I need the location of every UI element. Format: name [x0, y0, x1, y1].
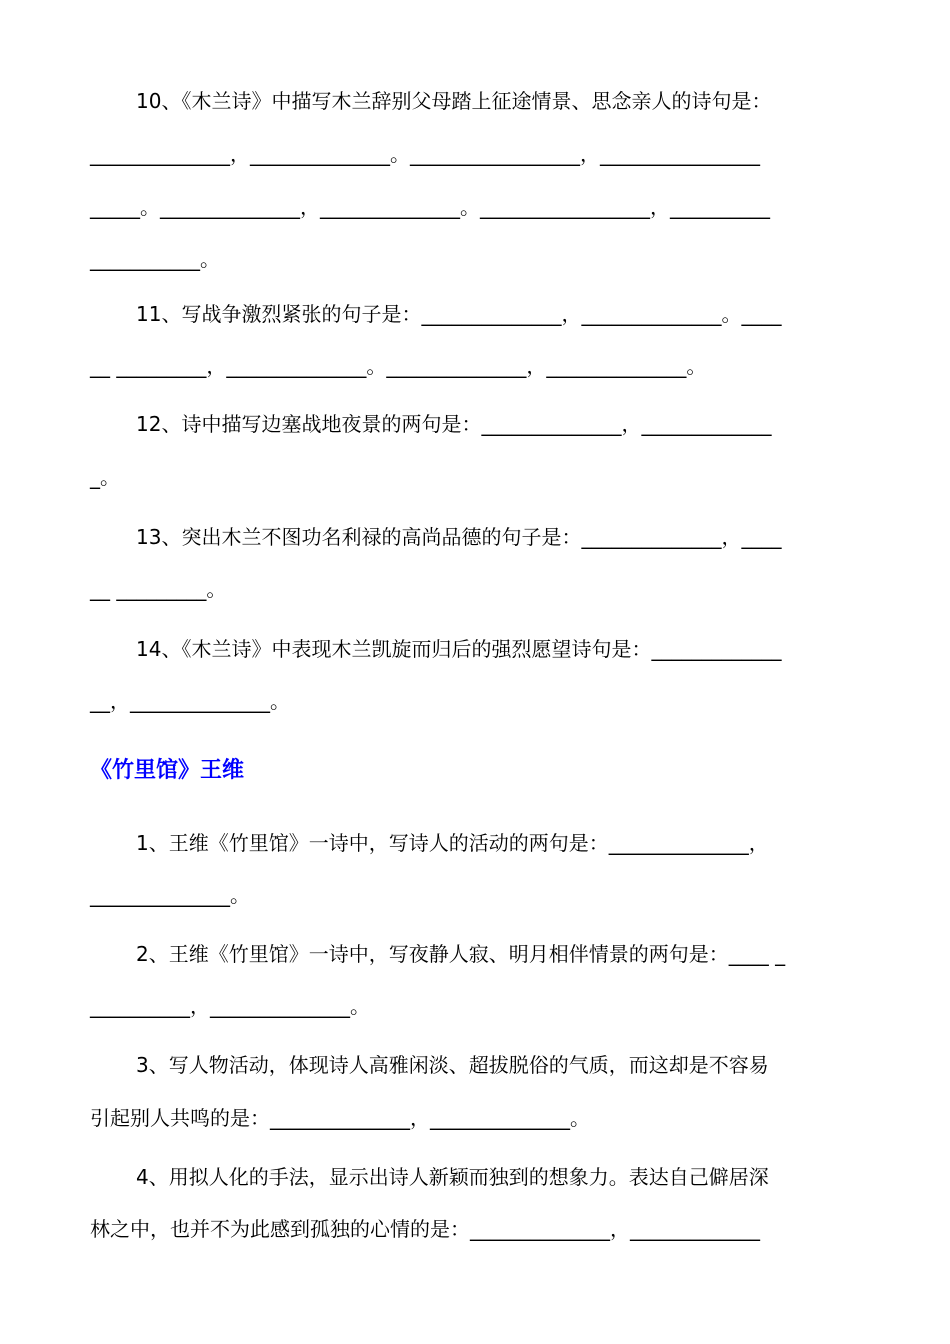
zhuliguan-question-3-line-1: 3、写人物活动，体现诗人高雅闲淡、超拔脱俗的气质，而这却是不容易 [136, 1053, 769, 1077]
zhuliguan-question-4-line-1: 4、用拟人化的手法，显示出诗人新颖而独到的想象力。表达自己僻居深 [136, 1165, 769, 1189]
section-heading: 《竹里馆》王维 [90, 758, 245, 783]
question-11-line-1: 11、写战争激烈紧张的句子是：______________，______________。____ [136, 302, 782, 326]
zhuliguan-question-4-line-2: 林之中，也并不为此感到孤独的心情的是：______________，_____________ [90, 1217, 760, 1241]
zhuliguan-question-2-line-1: 2、王维《竹里馆》一诗中，写夜静人寂、明月相伴情景的两句是：____ _ [136, 942, 786, 966]
zhuliguan-question-2-line-2: __________，______________。 [90, 994, 370, 1018]
question-11-line-2: __ _________，______________。______________，______________。 [90, 354, 707, 378]
zhuliguan-question-1-line-2: ______________。 [90, 883, 250, 907]
question-10-blanks-line-3: _____。______________，______________。_________________，__________ [90, 195, 770, 219]
question-12-line-2: _。 [90, 465, 120, 489]
question-10-blanks-line-4: ___________。 [90, 247, 220, 271]
question-14-line-2: __，______________。 [90, 689, 290, 713]
question-13-line-1: 13、突出木兰不图功名利禄的高尚品德的句子是：______________，____ [136, 525, 782, 549]
question-14-line-1: 14、《木兰诗》中表现木兰凯旋而归后的强烈愿望诗句是：_____________ [136, 637, 782, 661]
zhuliguan-question-3-line-2: 引起别人共鸣的是：______________，______________。 [90, 1106, 590, 1130]
question-10-blanks-line-2: ______________，______________。_________________，________________ [90, 142, 760, 166]
question-13-line-2: __ _________。 [90, 577, 227, 601]
zhuliguan-question-1-line-1: 1、王维《竹里馆》一诗中，写诗人的活动的两句是：______________， [136, 831, 769, 855]
question-12-line-1: 12、诗中描写边塞战地夜景的两句是：______________，_____________ [136, 412, 772, 436]
question-10-line-1: 10、《木兰诗》中描写木兰辞别父母踏上征途情景、思念亲人的诗句是： [136, 89, 772, 113]
